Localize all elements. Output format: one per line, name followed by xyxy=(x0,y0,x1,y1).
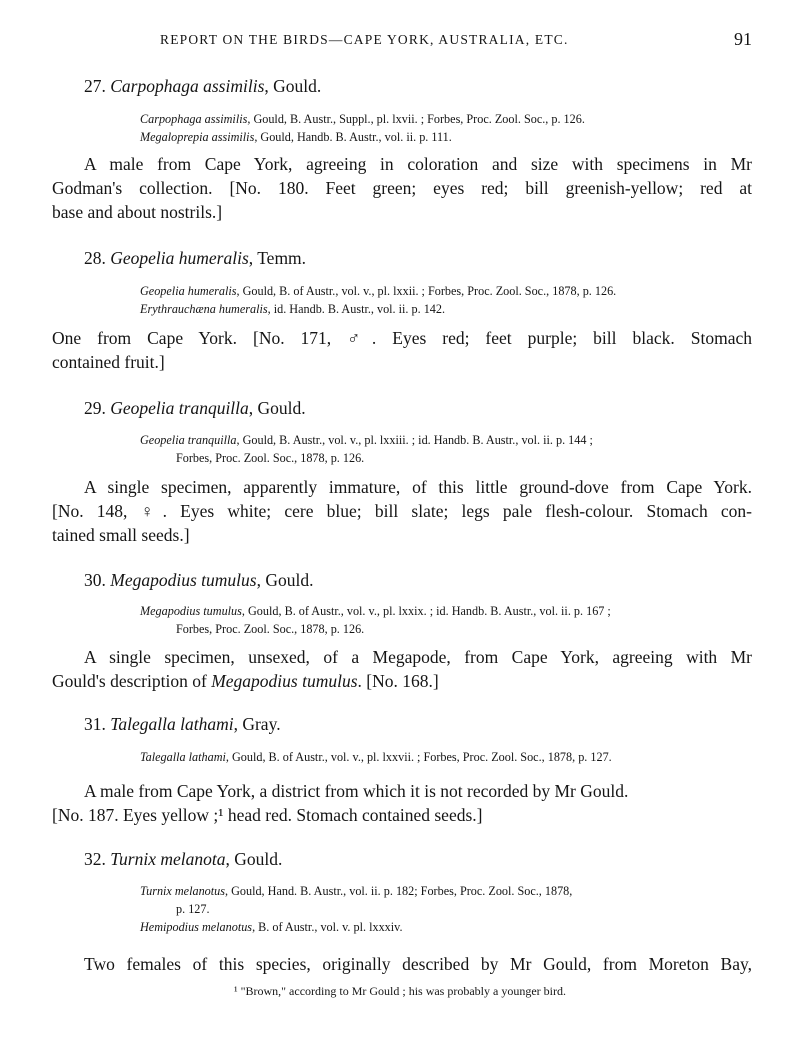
text-line: A single specimen, apparently immature, of this little ground-dove from Cape York. xyxy=(84,477,752,497)
synonymy-29 xyxy=(140,431,752,467)
text-line: base and about nostrils.] xyxy=(52,202,223,222)
page-number: 91 xyxy=(734,29,752,49)
entry-heading-28 xyxy=(84,248,306,269)
synonymy-31 xyxy=(140,748,752,766)
entry-number: 32. xyxy=(84,849,106,869)
text-line: [No. 187. Eyes yellow ;¹ head red. Stomach contained seeds.] xyxy=(52,805,483,825)
running-head xyxy=(0,29,800,56)
text-line: Gould's description of Megapodius tumulus. [No. 168.] xyxy=(52,671,439,691)
text-line: Two females of this species, originally described by Mr Gould, from Moreton Bay, xyxy=(84,954,752,974)
species-authority: , Gould. xyxy=(248,398,306,418)
synonym-line: Erythrauchæna humeralis, id. Handb. B. Austr., vol. ii. p. 142. xyxy=(140,302,446,316)
text-line: Godman's collection. [No. 180. Feet green; eyes red; bill greenish-yellow; red at xyxy=(52,178,752,198)
text-line: contained fruit.] xyxy=(52,352,165,372)
species-name: Geopelia humeralis xyxy=(110,248,249,268)
synonym-continuation: Forbes, Proc. Zool. Soc., 1878, p. 126. xyxy=(176,622,365,636)
synonym-line: Geopelia humeralis, Gould, B. of Austr., vol. v., pl. lxxii. ; Forbes, Proc. Zool. Soc., 1878, p. 126. xyxy=(140,284,617,298)
synonym-line: Megapodius tumulus, Gould, B. of Austr., vol. v., pl. lxxix. ; id. Handb. B. Austr., vol. ii. p. 167 ; xyxy=(140,604,611,618)
text-line: A male from Cape York, a district from which it is not recorded by Mr Gould. xyxy=(84,781,629,801)
entry-number: 29. xyxy=(84,398,106,418)
species-authority: , Gray. xyxy=(233,714,281,734)
entry-number: 30. xyxy=(84,570,106,590)
entry-text-27 xyxy=(52,152,752,224)
entry-heading-27 xyxy=(84,76,321,97)
species-authority: , Temm. xyxy=(248,248,307,268)
text-line: A single specimen, unsexed, of a Megapode, from Cape York, agreeing with Mr xyxy=(84,647,752,667)
text-line: tained small seeds.] xyxy=(52,525,190,545)
species-name: Turnix melanota xyxy=(110,849,226,869)
entry-heading-30 xyxy=(84,570,313,591)
entry-text-32 xyxy=(52,952,752,976)
footnote: ¹ "Brown," according to Mr Gould ; his was probably a younger bird. xyxy=(233,984,566,998)
entry-text-28 xyxy=(52,326,752,374)
synonymy-28 xyxy=(140,282,752,318)
synonym-line: Geopelia tranquilla, Gould, B. Austr., vol. v., pl. lxxiii. ; id. Handb. B. Austr., vol. ii. p. 144 ; xyxy=(140,433,593,447)
synonymy-27 xyxy=(140,110,752,146)
synonym-line: Megaloprepia assimilis, Gould, Handb. B. Austr., vol. ii. p. 111. xyxy=(140,130,452,144)
species-name: Talegalla lathami xyxy=(110,714,234,734)
synonymy-30 xyxy=(140,602,752,638)
synonym-line: Talegalla lathami, Gould, B. of Austr., vol. v., pl. lxxvii. ; Forbes, Proc. Zool. Soc., 1878, p. 127. xyxy=(140,750,612,764)
entry-text-30 xyxy=(52,645,752,693)
entry-text-31 xyxy=(52,779,752,827)
synonym-line: Turnix melanotus, Gould, Hand. B. Austr., vol. ii. p. 182; Forbes, Proc. Zool. Soc., 1878, xyxy=(140,884,573,898)
text-line: A male from Cape York, agreeing in coloration and size with specimens in Mr xyxy=(84,154,752,174)
synonym-continuation: p. 127. xyxy=(176,902,210,916)
species-name: Geopelia tranquilla xyxy=(110,398,249,418)
entry-number: 27. xyxy=(84,76,106,96)
text-line: [No. 148, ♀. Eyes white; cere blue; bill slate; legs pale flesh-colour. Stomach con- xyxy=(52,501,752,521)
species-authority: , Gould. xyxy=(264,76,322,96)
running-title: REPORT ON THE BIRDS—CAPE YORK, AUSTRALIA, ETC. xyxy=(160,32,569,47)
species-name: Megapodius tumulus xyxy=(110,570,257,590)
species-authority: , Gould. xyxy=(256,570,314,590)
entry-heading-31 xyxy=(84,714,281,735)
synonymy-32 xyxy=(140,882,752,936)
entry-number: 31. xyxy=(84,714,106,734)
entry-heading-29 xyxy=(84,398,306,419)
synonym-line: Carpophaga assimilis, Gould, B. Austr., Suppl., pl. lxvii. ; Forbes, Proc. Zool. Soc., p. 126. xyxy=(140,112,585,126)
inline-species-name: Megapodius tumulus xyxy=(211,671,358,691)
entry-text-29 xyxy=(52,475,752,547)
synonym-continuation: Forbes, Proc. Zool. Soc., 1878, p. 126. xyxy=(176,451,365,465)
species-name: Carpophaga assimilis xyxy=(110,76,265,96)
entry-number: 28. xyxy=(84,248,106,268)
text-line: One from Cape York. [No. 171, ♂. Eyes red; feet purple; bill black. Stomach xyxy=(52,328,752,348)
synonym-line: Hemipodius melanotus, B. of Austr., vol. v. pl. lxxxiv. xyxy=(140,920,403,934)
species-authority: , Gould. xyxy=(225,849,283,869)
entry-heading-32 xyxy=(84,849,282,870)
